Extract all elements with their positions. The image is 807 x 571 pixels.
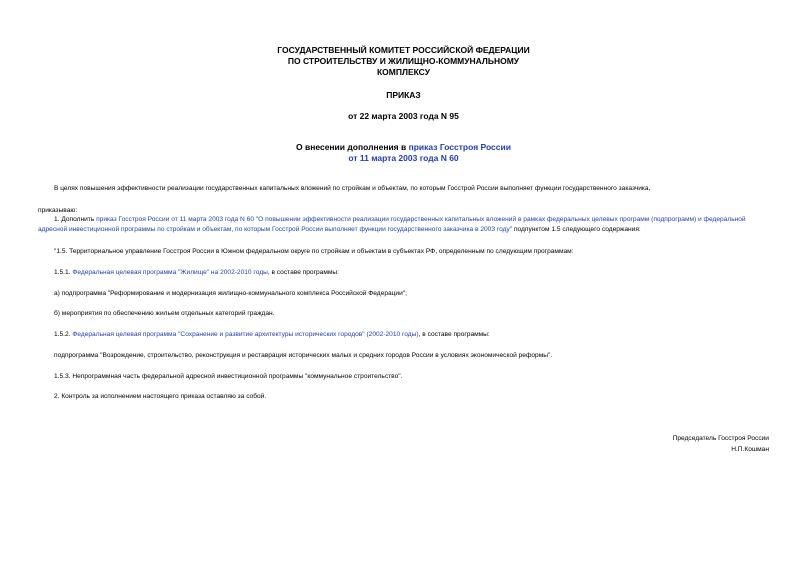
paragraph-1-5-2-prefix: 1.5.2.: [54, 331, 73, 338]
intro-paragraph: В целях повышения эффективности реализации государственных капитальных вложений по стройкам и объектам, по которым Госстрой России выполняет функции государственного заказчика,: [54, 185, 651, 192]
subject-prefix: О внесении дополнения в: [296, 142, 409, 152]
subject-link-part-2[interactable]: от 11 марта 2003 года N 60: [348, 153, 459, 163]
architecture-program-link[interactable]: Федеральная целевая программа "Сохранение и развитие архитектуры исторических городов" (2002-2010 годы): [72, 331, 419, 338]
zhilishche-program-link[interactable]: Федеральная целевая программа "Жилище" на 2002-2010 годы: [72, 269, 268, 276]
issuer-line-3: КОМПЛЕКСУ: [376, 67, 430, 77]
paragraph-1-5-1-suffix: , в составе программы:: [267, 269, 339, 276]
signature-block: [673, 433, 769, 455]
paragraph-1-5-2-suffix: , в составе программы:: [418, 331, 490, 338]
paragraph-2: 2. Контроль за исполнением настоящего приказа оставляю за собой.: [54, 393, 267, 400]
subject-line-1: [0, 142, 807, 152]
order-60-link[interactable]: приказ Госстроя России от 11 марта 2003 года N 60 "О повышении эффективности реализации государственных капитальных вложений в рамках федеральных целевых программ (подпрограмм) и федеральной адресной инвестиционной программы по стройкам и объектам, по которым Госстрой России выполняет функции государственного заказчика в 2003 году": [38, 216, 746, 233]
paragraph-1-suffix: подпунктом 1.5 следующего содержания:: [512, 226, 641, 233]
paragraph-1-5-1-prefix: 1.5.1.: [54, 269, 73, 276]
paragraph-1-5-1: [38, 268, 773, 278]
orders-word: приказываю:: [38, 207, 78, 214]
item-a: а) подпрограмма "Реформирование и модернизация жилищно-коммунального комплекса Российской Федерации";: [54, 290, 407, 297]
signatory-title: Председатель Госстроя России: [672, 435, 769, 442]
subject-line-2: [0, 153, 807, 163]
subprogram-item: подпрограмма "Возрождение, строительство, реконструкция и реставрация исторических малых и средних городов России в условиях экономической реформы".: [54, 352, 553, 359]
paragraph-1-5: "1.5. Территориальное управление Госстроя России в Южном федеральном округе по стройкам и объектам в субъектах РФ, определенным по следующим программам:: [54, 248, 574, 255]
issuer-line-2: ПО СТРОИТЕЛЬСТВУ И ЖИЛИЩНО-КОММУНАЛЬНОМУ: [287, 56, 520, 66]
document-date-number: от 22 марта 2003 года N 95: [348, 111, 459, 121]
paragraph-1: [38, 215, 773, 235]
signatory-name: Н.П.Кошман: [731, 446, 769, 453]
issuer-line-1: ГОСУДАРСТВЕННЫЙ КОМИТЕТ РОССИЙСКОЙ ФЕДЕРАЦИИ: [277, 45, 530, 55]
subject-link-part-1[interactable]: приказ Госстроя России: [408, 142, 511, 152]
document-type: ПРИКАЗ: [386, 90, 421, 100]
paragraph-1-prefix: 1. Дополнить: [54, 216, 97, 223]
paragraph-1-5-2: [38, 330, 773, 340]
paragraph-1-5-3: 1.5.3. Непрограммная часть федеральной адресной инвестиционной программы "коммунальное строительство".: [54, 373, 403, 380]
item-b: б) мероприятия по обеспечению жильем отдельных категорий граждан.: [54, 310, 275, 317]
